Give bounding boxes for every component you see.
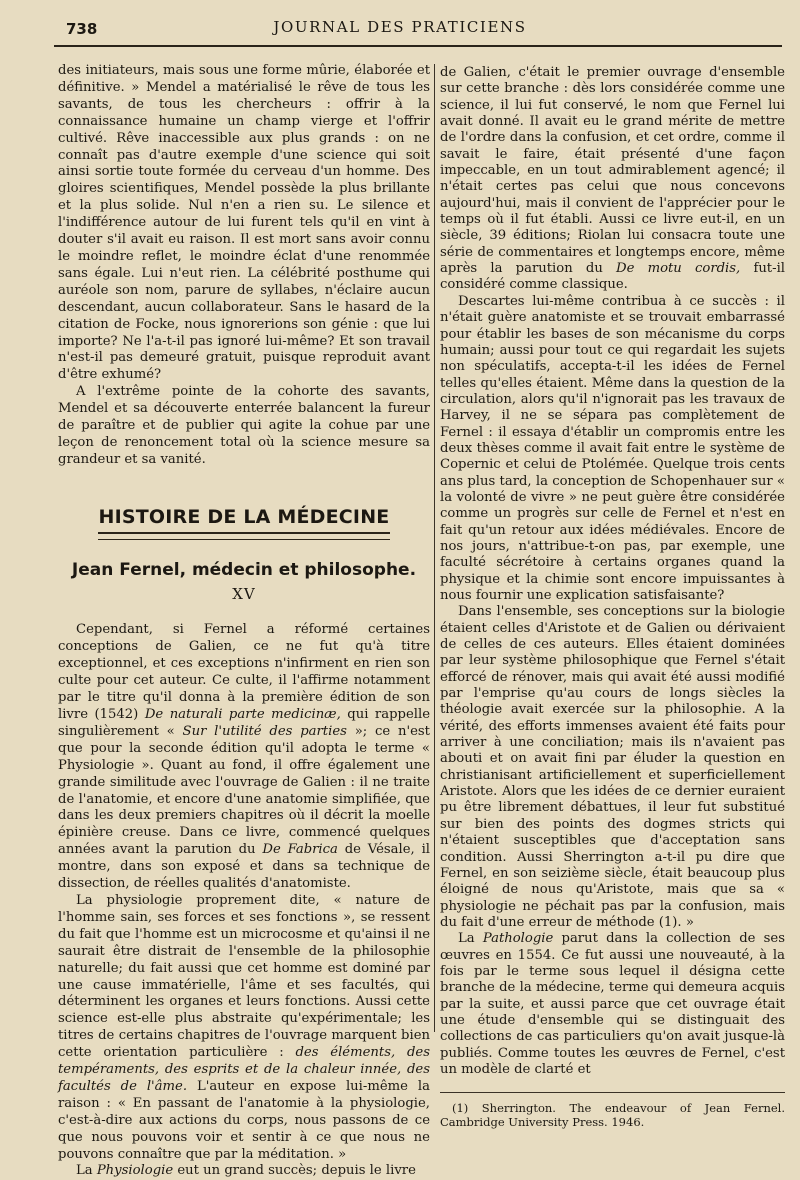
book-title-utilite: Sur l'utilité des parties xyxy=(182,723,347,739)
paragraph-galien: Cependant, si Fernel a réformé certaines conceptions de Galien, ce ne fut qu'à titre exceptionnel, et ces exceptions n'infirment en rien son culte pour cet auteur. Ce culte, il l'affirme notamment par le titre qu'il donna à la première édition de son livre (1542) De naturali parte medicinæ, qui rappelle singulièrement « Sur l'utilité des parties »; ce n'est que pour la seconde édition qu'il adopta le terme « Physiologie ». Quant au fond, il offre également une grande similitude avec l'ouvrage de Galien : il ne traite de l'anatomie, et encore d'une anatomie simplifiée, que dans les deux premiers chapitres où il décrit la moelle épinière creuse. Dans ce livre, commencé quelques années avant la parution du De Fabrica de Vésale, il montre, dans son exposé et dans sa technique de dissection, de réelles qualités d'anatomiste. xyxy=(58,622,431,892)
paragraph-mendel-1: des initiateurs, mais sous une forme mûrie, élaborée et définitive. » Mendel a matérialisé le rêve de tous les savants, de tous les chercheurs : offrir à la connaissance humaine un champ vierge et l'offrir cultivé. Rêve inaccessible aux plus grands : on ne connaît pas d'autre exemple d'une science qui soit ainsi sortie toute formée du cerveau d'un homme. Des gloires scientifiques, Mendel possède la plus brillante et la plus solide. Nul n'en a rien su. Le silence et l'indifférence autour de lui furent tels qu'il en vint à douter s'il avait eu raison. Il est mort sans avoir connu le moindre reflet, le moindre éclat d'une renommée sans égale. Lui n'eut rien. La célébrité posthume qui auréole son nom, parure de syllabes, n'éclaire aucun descendant, aucun collaborateur. Sans le hasard de la citation de Focke, nous ignorerions son génie : que lui importe? Ne l'a-t-il pas ignoré lui-même? Et son travail n'est-il pas demeuré gratuit, puisque reproduit avant d'être exhumé? xyxy=(58,63,430,383)
paragraph-mendel-2: A l'extrême pointe de la cohorte des savants, Mendel et sa découverte enterrée balancent la fureur de paraître et de publier qui agite la cohue par une leçon de renoncement total où la science mesure sa grandeur et sa vanité. xyxy=(58,384,430,467)
footnote-rule xyxy=(440,1092,785,1093)
page-number: 738 xyxy=(66,20,98,38)
page-header xyxy=(0,0,800,46)
book-title-pathologie: Pathologie xyxy=(482,931,554,947)
paragraph-succes: La Physiologie eut un grand succès; depuis le livre xyxy=(76,1163,416,1179)
paragraph-classique: de Galien, c'était le premier ouvrage d'ensemble sur cette branche : dès lors considérée comme une science, il lui fut conservé, le nom que Fernel lui avait donné. Il avait eu le grand mérite de mettre de l'ordre dans la confusion, et cet ordre, comme il savait le faire, était présenté d'une façon impeccable, en un tout admirablement agencé; il n'était certes pas celui que nous concevons aujourd'hui, mais il convient de l'apprécier pour le temps où il fut établi. Aussi ce livre eut-il, en un siècle, 39 éditions; Riolan lui consacra toute une série de commentaires et longtemps encore, même après la parution du De motu cordis, fut-il considéré comme classique. xyxy=(440,65,786,293)
chapter-titles: des éléments, des tempéraments, des esprits et de la chaleur innée, des facultés de l'âme. xyxy=(58,1045,430,1094)
paragraph-pathologie: La Pathologie parut dans la collection de ses œuvres en 1554. Ce fut aussi une nouveauté, à la fois par le terme sous lequel il désigna cette branche de la médecine, terme qui demeura acquis par la suite, et aussi parce que cet ouvrage était une étude d'ensemble qui se distinguait des collections de cas particuliers qu'on avait jusque-là publiés. Comme toutes les œuvres de Fernel, c'est un modèle de clarté et xyxy=(440,931,785,1077)
column-divider xyxy=(434,64,435,1032)
running-title: JOURNAL DES PRATICIENS xyxy=(273,18,527,36)
paragraph-descartes: Descartes lui-même contribua à ce succès : il n'était guère anatomiste et se trouvait embarrassé pour établir les bases de son mécanisme du corps humain; aussi pour tout ce qui regardait les sujets non spéculatifs, accepta-t-il les idées de Fernel telles qu'elles étaient. Même dans la question de la circulation, alors qu'il n'ignorait pas les travaux de Harvey, il ne se sépara pas complètement de Fernel : il essaya d'établir un compromis entre les deux thèses comme il avait fait entre le système de Copernic et celui de Ptolémée. Quelque trois cents ans plus tard, la conception de Schopenhauer sur « la volonté de vivre » ne peut guère être considérée comme un progrès sur celle de Fernel et n'est en fait qu'un retour aux idées médiévales. Encore de nos jours, n'attribue-t-on pas, par exemple, une faculté sécrétoire à certains organes quand la physique et la chimie sont encore impuissantes à nous fournir une explication satisfaisante? xyxy=(440,293,785,603)
book-title-de-motu-cordis: De motu cordis, xyxy=(616,261,741,277)
book-title-de-naturali: De naturali parte medicinæ, xyxy=(144,707,341,722)
part-number: XV xyxy=(232,584,256,603)
article-title: Jean Fernel, médecin et philosophe. xyxy=(71,559,417,580)
book-title-de-fabrica: De Fabrica xyxy=(262,842,338,858)
paragraph-physiologie: La physiologie proprement dite, « nature de l'homme sain, ses forces et ses fonctions », se ressent du fait que l'homme est un microcosme et qu'ainsi il ne saurait être distrait de l'ensemble de la philosophie naturelle; du fait aussi que cet homme est dominé par une cause immatérielle, l'âme et ses facultés, qui déterminent les organes et leurs fonctions. Aussi cette science est-elle plus abstraite qu'expérimentale; les titres de certains chapitres de l'ouvrage marquent bien cette orientation particulière : des éléments, des tempéraments, des esprits et de la chaleur innée, des facultés de l'âme. L'auteur en expose lui-même la raison : « En passant de l'anatomie à la physiologie, c'est-à-dire aux actions du corps, nous passons de ce que nous pouvons voir et sentir à ce que nous ne pouvons connaître que par la méditation. » xyxy=(58,892,430,1162)
header-rule xyxy=(54,45,782,47)
footnote: (1) Sherrington. The endeavour of Jean Fernel. Cambridge University Press. 1946. xyxy=(440,1101,785,1130)
section-rule xyxy=(98,532,390,540)
section-title: HISTOIRE DE LA MÉDECINE xyxy=(98,505,390,528)
book-title-physiologie: Physiologie xyxy=(96,1163,174,1179)
paragraph-biologie: Dans l'ensemble, ses conceptions sur la biologie étaient celles d'Aristote et de Galien ou dérivaient de celles de ces auteurs. Elles étaient dominées par leur système philosophique que Fernel s'était efforcé de rénover, mais qui avait été aussi modifié par l'emprise qu'au cours de longs siècles la théologie avait exercée sur la philosophie. A la vérité, des efforts immenses avaient été faits pour arriver à une conciliation; mais ils n'avaient pas abouti et on avait fini par éluder la question en christianisant artificiellement et superficiellement Aristote. Alors que les idées de ce dernier euraient pu être librement débattues, il leur fut substitué sur bien des points des dogmes stricts qui n'étaient susceptibles que d'acceptation sans condition. Aussi Sherrington a-t-il pu dire que Fernel, en son seizième siècle, était beaucoup plus éloigné de nous qu'Aristote, mais que sa « physiologie ne péchait pas par la confusion, mais du fait d'une erreur de méthode (1). » xyxy=(440,604,785,930)
left-column xyxy=(58,63,430,1180)
right-column xyxy=(440,65,785,1129)
